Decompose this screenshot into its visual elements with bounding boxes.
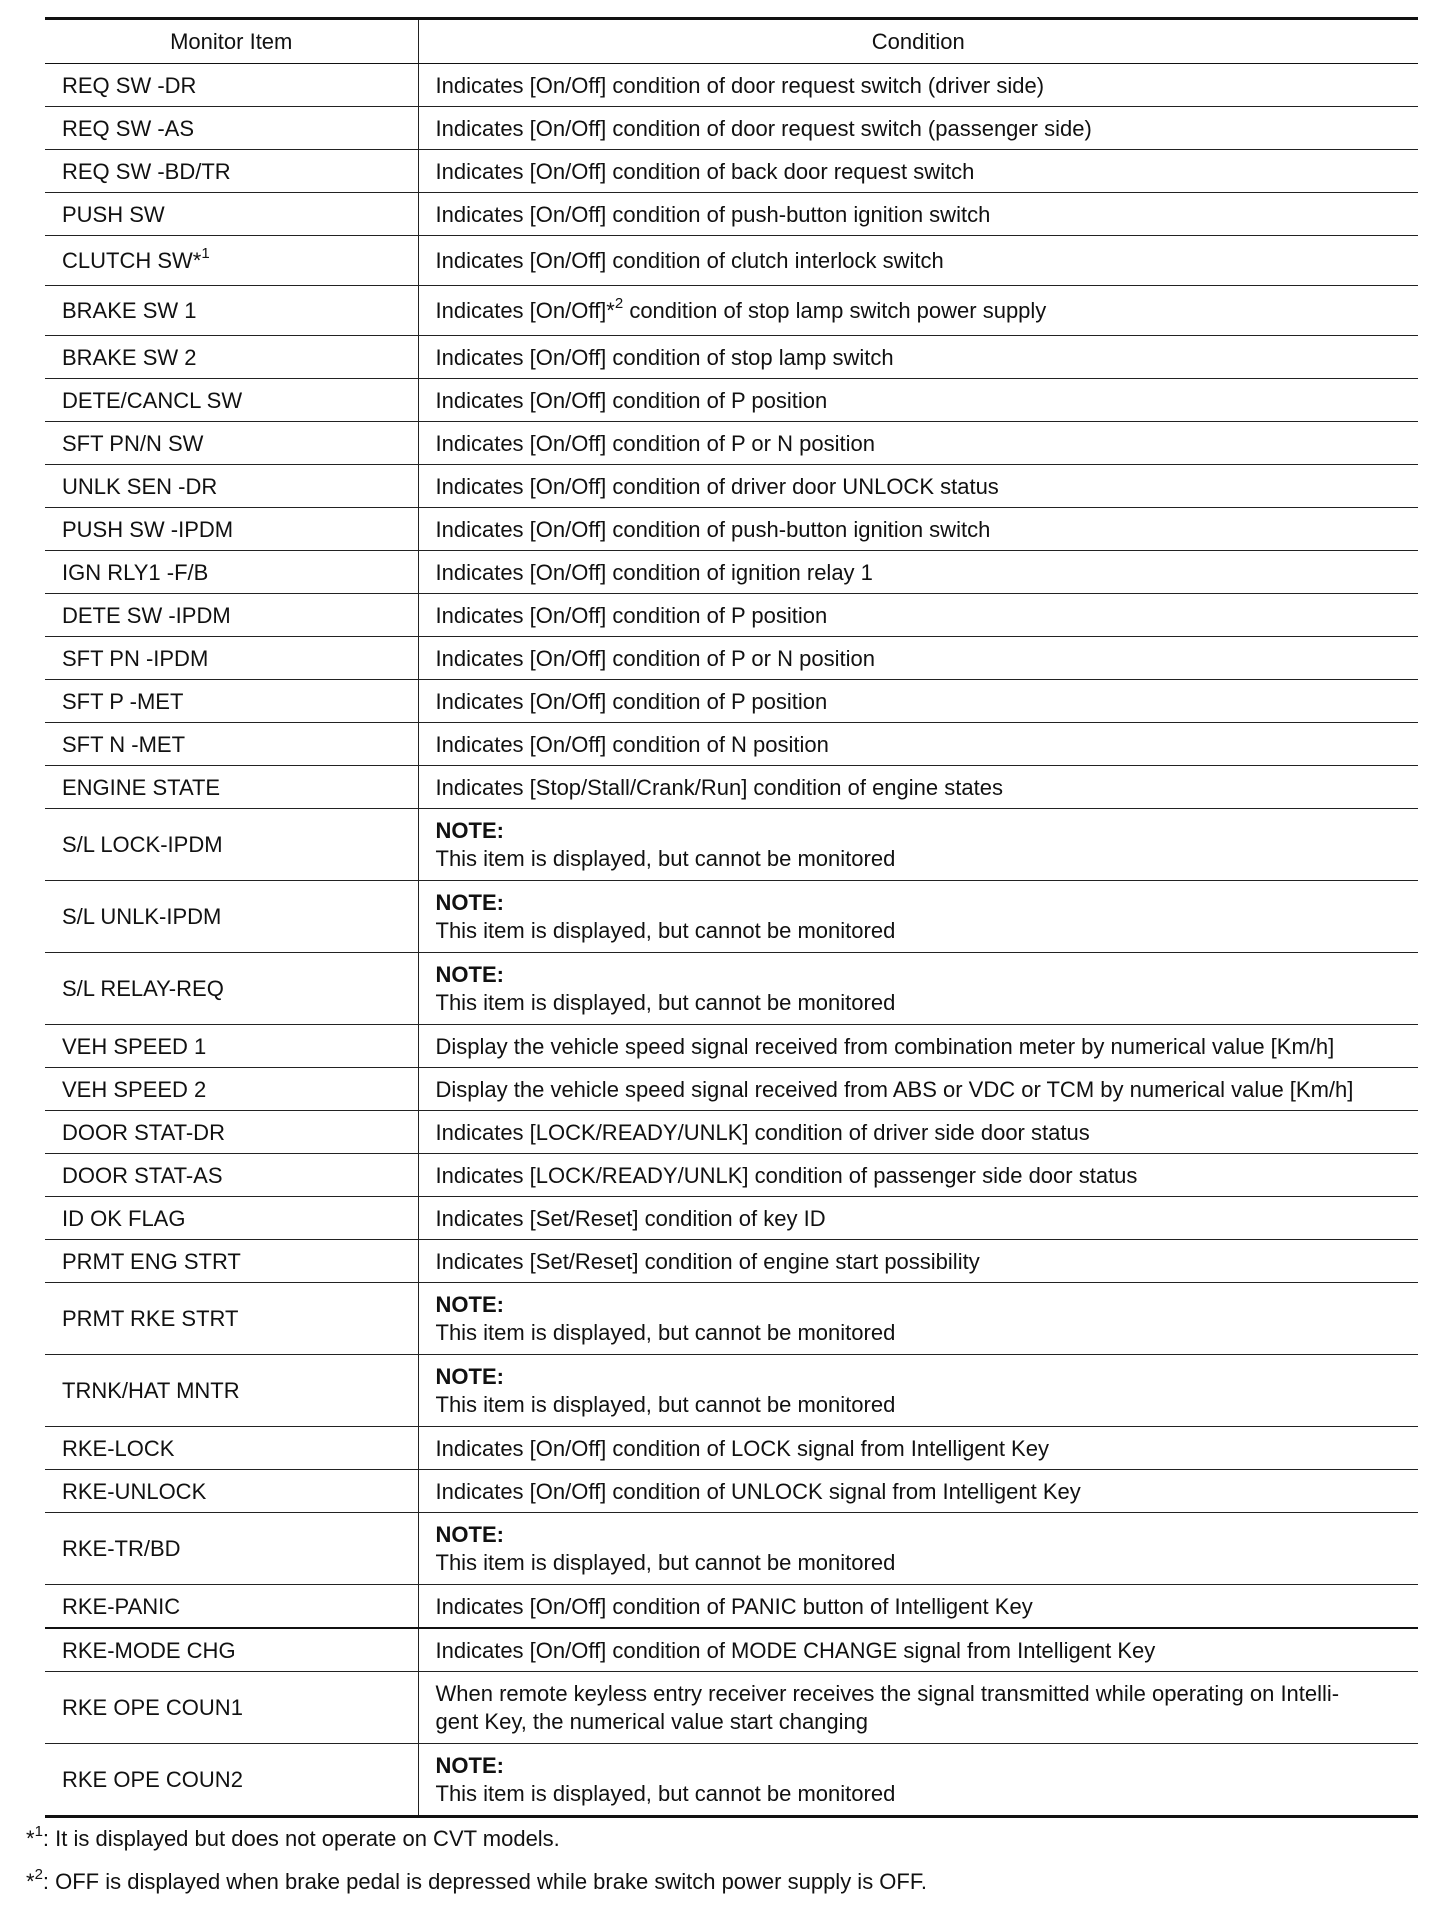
condition-cell: Indicates [On/Off] condition of P position	[418, 379, 1418, 422]
condition-cell: Display the vehicle speed signal received from combination meter by numerical value [Km/h]	[418, 1025, 1418, 1068]
monitor-item-cell: RKE-LOCK	[45, 1427, 418, 1470]
monitor-item-cell: BRAKE SW 1	[45, 286, 418, 336]
monitor-item-table	[45, 17, 1418, 1818]
condition-cell	[418, 1672, 1418, 1744]
table-row	[45, 881, 1418, 953]
monitor-item-cell: TRNK/HAT MNTR	[45, 1355, 418, 1427]
table-row	[45, 766, 1418, 809]
condition-cell	[418, 953, 1418, 1025]
table-row	[45, 336, 1418, 379]
condition-cell: Indicates [On/Off] condition of back door request switch	[418, 150, 1418, 193]
condition-cell: Indicates [On/Off] condition of P position	[418, 594, 1418, 637]
condition-cell: Indicates [On/Off] condition of P or N position	[418, 637, 1418, 680]
table-row	[45, 1240, 1418, 1283]
note-text: This item is displayed, but cannot be monitored	[435, 989, 896, 1015]
table-row	[45, 594, 1418, 637]
condition-cell: Indicates [On/Off] condition of push-button ignition switch	[418, 508, 1418, 551]
footnote	[26, 1865, 1418, 1913]
table-row	[45, 286, 1418, 336]
monitor-item-cell: RKE-UNLOCK	[45, 1470, 418, 1513]
table-row	[45, 64, 1418, 107]
monitor-item-cell: REQ SW -DR	[45, 64, 418, 107]
condition-cell	[418, 1355, 1418, 1427]
table-row	[45, 1427, 1418, 1470]
table-row	[45, 150, 1418, 193]
table-row	[45, 723, 1418, 766]
monitor-item-cell: DETE SW -IPDM	[45, 594, 418, 637]
table-row	[45, 1197, 1418, 1240]
table-row	[45, 236, 1418, 286]
monitor-item-cell: REQ SW -BD/TR	[45, 150, 418, 193]
note-text: This item is displayed, but cannot be monitored	[435, 1780, 896, 1806]
condition-cell: Indicates [Stop/Stall/Crank/Run] condition of engine states	[418, 766, 1418, 809]
condition-cell: Indicates [On/Off] condition of P or N position	[418, 422, 1418, 465]
monitor-item-cell: VEH SPEED 2	[45, 1068, 418, 1111]
monitor-item-cell: VEH SPEED 1	[45, 1025, 418, 1068]
item-text: CLUTCH SW	[62, 248, 193, 273]
condition-cell: Indicates [On/Off] condition of ignition relay 1	[418, 551, 1418, 594]
condition-cell: Indicates [On/Off] condition of door request switch (driver side)	[418, 64, 1418, 107]
table-row	[45, 1672, 1418, 1744]
condition-cell: Indicates [On/Off] condition of stop lamp switch	[418, 336, 1418, 379]
note-label: NOTE:	[435, 961, 504, 987]
condition-cell: Indicates [On/Off] condition of clutch interlock switch	[418, 236, 1418, 286]
condition-cell: Indicates [On/Off] condition of driver door UNLOCK status	[418, 465, 1418, 508]
monitor-item-cell: PRMT ENG STRT	[45, 1240, 418, 1283]
monitor-item-cell: S/L RELAY-REQ	[45, 953, 418, 1025]
table-row	[45, 465, 1418, 508]
monitor-item-cell: RKE-TR/BD	[45, 1513, 418, 1585]
footnote-mark: *	[26, 1826, 35, 1851]
monitor-item-cell: S/L LOCK-IPDM	[45, 809, 418, 881]
monitor-item-cell: RKE OPE COUN2	[45, 1744, 418, 1817]
monitor-item-cell: PUSH SW	[45, 193, 418, 236]
footnote	[26, 1822, 1418, 1870]
condition-cell: Indicates [On/Off] condition of UNLOCK signal from Intelligent Key	[418, 1470, 1418, 1513]
monitor-item-cell: SFT PN/N SW	[45, 422, 418, 465]
condition-cell: Indicates [LOCK/READY/UNLK] condition of passenger side door status	[418, 1154, 1418, 1197]
table-row	[45, 1513, 1418, 1585]
condition-text: condition of stop lamp switch power supply	[623, 298, 1047, 323]
note-text: This item is displayed, but cannot be monitored	[435, 845, 896, 871]
condition-cell: Indicates [On/Off] condition of MODE CHANGE signal from Intelligent Key	[418, 1628, 1418, 1672]
table-row	[45, 422, 1418, 465]
note-label: NOTE:	[435, 1291, 504, 1317]
note-text: This item is displayed, but cannot be monitored	[435, 1391, 896, 1417]
table-row	[45, 680, 1418, 723]
footnote-mark: *	[192, 248, 202, 273]
header-monitor-item: Monitor Item	[45, 19, 418, 64]
condition-cell	[418, 1283, 1418, 1355]
condition-cell: Indicates [On/Off] condition of N position	[418, 723, 1418, 766]
note-label: NOTE:	[435, 1521, 504, 1547]
table-row	[45, 1025, 1418, 1068]
condition-cell	[418, 1513, 1418, 1585]
table-row	[45, 379, 1418, 422]
note-text: This item is displayed, but cannot be monitored	[435, 1549, 896, 1575]
monitor-item-cell	[45, 236, 418, 286]
table-row	[45, 809, 1418, 881]
condition-cell: Indicates [Set/Reset] condition of engine start possibility	[418, 1240, 1418, 1283]
condition-cell	[418, 1744, 1418, 1817]
table-header-row	[45, 19, 1418, 64]
header-condition: Condition	[418, 19, 1418, 64]
table-row	[45, 1068, 1418, 1111]
monitor-item-cell: PUSH SW -IPDM	[45, 508, 418, 551]
condition-line: When remote keyless entry receiver receives the signal transmitted while operating on Intelli-	[435, 1680, 1340, 1706]
table-row	[45, 107, 1418, 150]
table-row	[45, 193, 1418, 236]
footnote-text: : OFF is displayed when brake pedal is depressed while brake switch power supply is OFF.	[42, 1869, 927, 1894]
condition-cell	[418, 286, 1418, 336]
monitor-item-cell: UNLK SEN -DR	[45, 465, 418, 508]
document	[26, 17, 1418, 1913]
monitor-item-cell: RKE-PANIC	[45, 1585, 418, 1629]
monitor-item-cell: DETE/CANCL SW	[45, 379, 418, 422]
table-row	[45, 1470, 1418, 1513]
note-label: NOTE:	[435, 817, 504, 843]
table-row	[45, 551, 1418, 594]
monitor-item-cell: PRMT RKE STRT	[45, 1283, 418, 1355]
table-row	[45, 508, 1418, 551]
table-row	[45, 1744, 1418, 1817]
monitor-item-cell: DOOR STAT-AS	[45, 1154, 418, 1197]
footnote-text: : It is displayed but does not operate on CVT models.	[42, 1826, 560, 1851]
table-row	[45, 1111, 1418, 1154]
table-row	[45, 1355, 1418, 1427]
table-row	[45, 1154, 1418, 1197]
table-row	[45, 637, 1418, 680]
note-label: NOTE:	[435, 1363, 504, 1389]
footnotes	[26, 1822, 1418, 1913]
condition-cell: Indicates [On/Off] condition of door request switch (passenger side)	[418, 107, 1418, 150]
monitor-item-cell: SFT P -MET	[45, 680, 418, 723]
footnote-number: 1	[34, 1822, 43, 1840]
condition-line: gent Key, the numerical value start changing	[435, 1708, 869, 1734]
note-text: This item is displayed, but cannot be monitored	[435, 917, 896, 943]
monitor-item-cell: RKE-MODE CHG	[45, 1628, 418, 1672]
footnote-ref: 1	[201, 244, 210, 262]
note-label: NOTE:	[435, 1752, 504, 1778]
condition-text: Indicates [On/Off]	[435, 298, 607, 323]
table-row	[45, 1628, 1418, 1672]
condition-cell: Indicates [On/Off] condition of push-button ignition switch	[418, 193, 1418, 236]
monitor-item-cell: SFT N -MET	[45, 723, 418, 766]
condition-cell: Indicates [LOCK/READY/UNLK] condition of driver side door status	[418, 1111, 1418, 1154]
condition-cell: Indicates [Set/Reset] condition of key ID	[418, 1197, 1418, 1240]
monitor-item-cell: REQ SW -AS	[45, 107, 418, 150]
monitor-item-cell: ID OK FLAG	[45, 1197, 418, 1240]
monitor-item-cell: IGN RLY1 -F/B	[45, 551, 418, 594]
condition-cell: Indicates [On/Off] condition of PANIC button of Intelligent Key	[418, 1585, 1418, 1629]
condition-cell	[418, 809, 1418, 881]
monitor-item-cell: BRAKE SW 2	[45, 336, 418, 379]
footnote-mark: *	[606, 298, 615, 323]
condition-cell: Indicates [On/Off] condition of P position	[418, 680, 1418, 723]
condition-cell: Display the vehicle speed signal received from ABS or VDC or TCM by numerical value [Km/h]	[418, 1068, 1418, 1111]
monitor-item-cell: ENGINE STATE	[45, 766, 418, 809]
footnote-ref: 2	[614, 294, 624, 312]
condition-cell: Indicates [On/Off] condition of LOCK signal from Intelligent Key	[418, 1427, 1418, 1470]
footnote-number: 2	[34, 1865, 43, 1883]
note-text: This item is displayed, but cannot be monitored	[435, 1319, 896, 1345]
table-row	[45, 1283, 1418, 1355]
condition-cell	[418, 881, 1418, 953]
monitor-item-cell: SFT PN -IPDM	[45, 637, 418, 680]
monitor-item-cell: RKE OPE COUN1	[45, 1672, 418, 1744]
monitor-item-cell: S/L UNLK-IPDM	[45, 881, 418, 953]
table-row	[45, 1585, 1418, 1629]
footnote-mark: *	[26, 1869, 35, 1894]
note-label: NOTE:	[435, 889, 504, 915]
table-row	[45, 953, 1418, 1025]
monitor-item-cell: DOOR STAT-DR	[45, 1111, 418, 1154]
